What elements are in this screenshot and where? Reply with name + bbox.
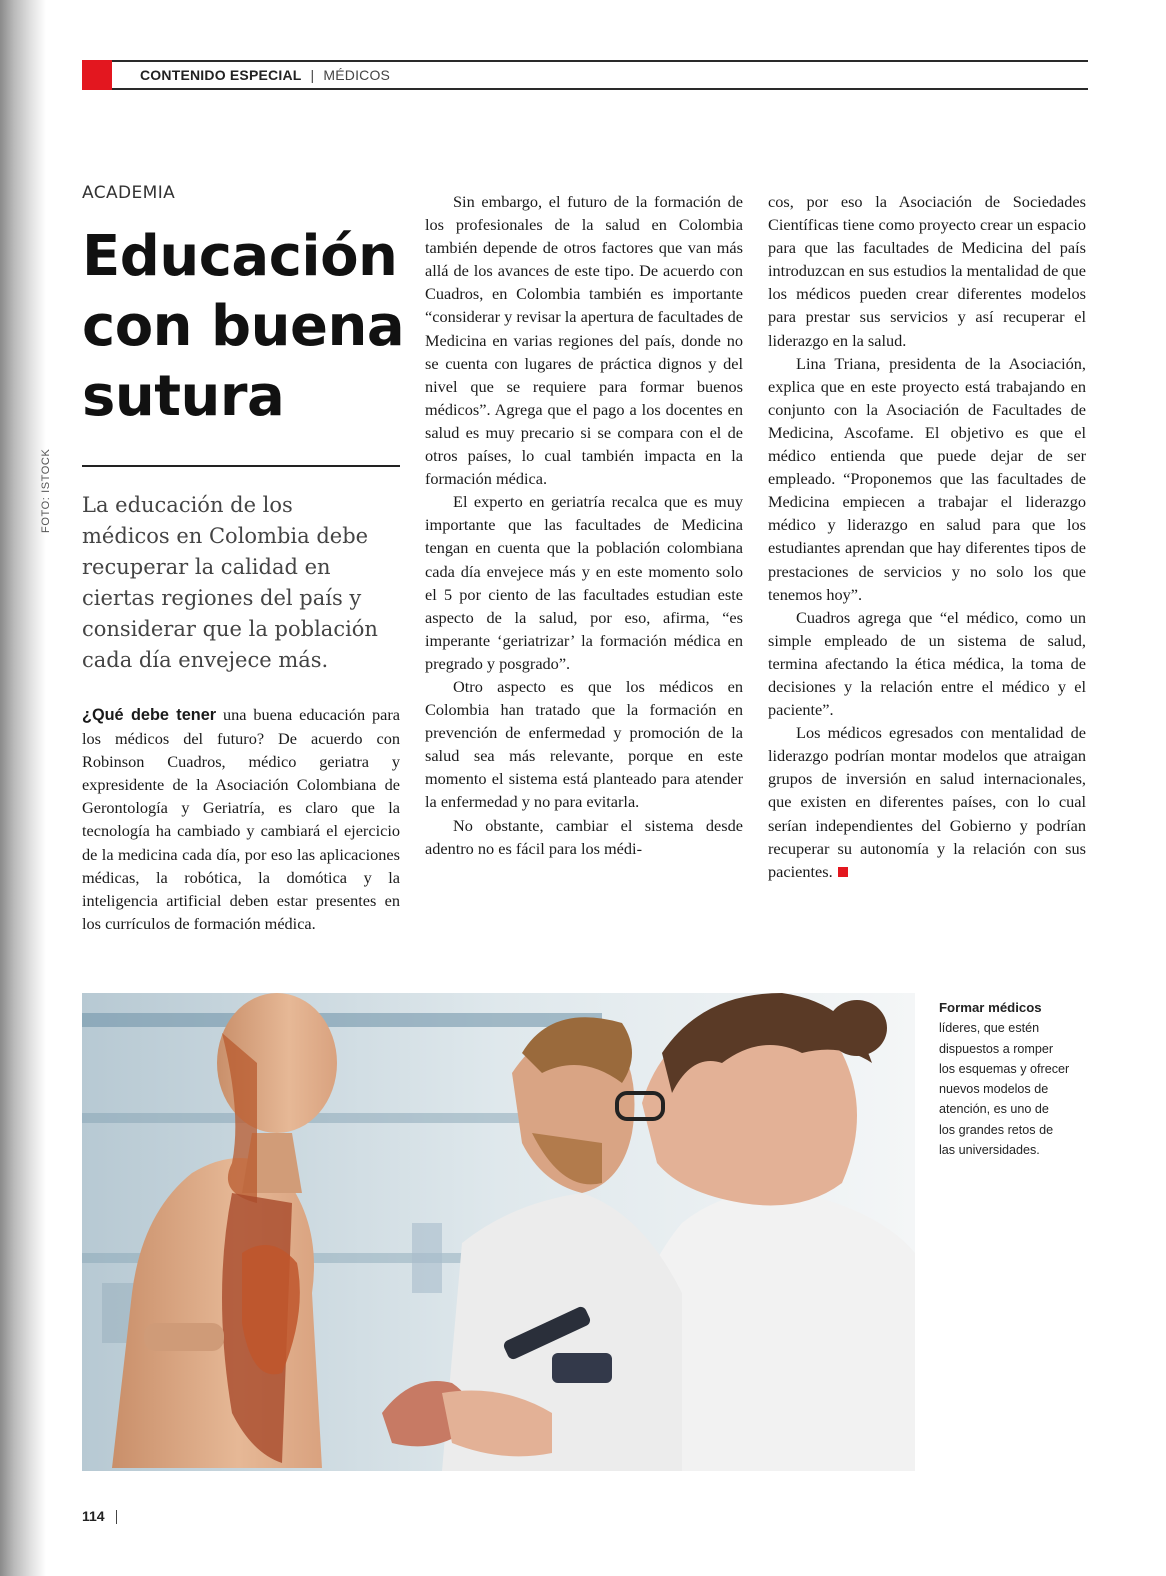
article-kicker: ACADEMIA: [82, 183, 176, 203]
lead-line: ciertas regiones del país y: [82, 586, 362, 610]
body-paragraph: [82, 703, 400, 935]
photo-credit: FOTO: ISTOCK: [40, 448, 52, 533]
body-paragraph: El experto en geriatría recalca que es muy importante que las facultades de Medicina tengan en cuenta que la población colombiana cada día envejece más y en este momento solo el 5 por ciento de las facultades estudian este aspecto de la salud, por eso, afirma, “es imperante ‘geriatrizar’ la formación médica en pregrado y posgrado”.: [425, 492, 743, 673]
lead-line: cada día envejece más.: [82, 648, 329, 672]
caption-line: nuevos modelos de: [939, 1082, 1049, 1097]
end-of-article-mark: [838, 867, 848, 877]
photo-illustration: [82, 993, 915, 1471]
body-paragraph: [768, 721, 1086, 883]
lead-line: médicos en Colombia debe: [82, 524, 369, 548]
article-photo: [82, 993, 915, 1471]
page-number: 114: [82, 1508, 105, 1524]
title-divider: [82, 465, 400, 467]
page-number-separator: [116, 1510, 117, 1524]
body-column-3: [768, 190, 1086, 883]
paragraph-text: una buena educación para los médicos del futuro? De acuerdo con Robinson Cuadros, médico geriatra y expresidente de la Asociación Colombiana de Gerontología y Geriatría, es claro que la tecnología ha cambiado y cambiará el ejercicio de la medicina cada día, por eso las aplicaciones médicas, la robótica, la domótica y la inteligencia artificial deben estar presentes en los currículos de formación médica.: [82, 705, 400, 933]
running-header: [82, 60, 1088, 90]
header-section: CONTENIDO ESPECIAL: [140, 67, 302, 83]
body-column-1: [82, 703, 400, 935]
page-spine-shadow: [0, 0, 46, 1576]
caption-line: líderes, que estén: [939, 1021, 1040, 1036]
caption-title: Formar médicos: [939, 1000, 1042, 1015]
body-column-2: [425, 190, 743, 860]
title-line: sutura: [82, 364, 285, 429]
lead-line: recuperar la calidad en: [82, 555, 331, 579]
caption-line: dispuestos a romper: [939, 1041, 1054, 1056]
lead-in: ¿Qué debe tener: [82, 706, 217, 724]
body-paragraph: No obstante, cambiar el sistema desde adentro no es fácil para los médi-: [425, 815, 743, 858]
caption-line: atención, es uno de: [939, 1102, 1049, 1117]
body-paragraph: Cuadros agrega que “el médico, como un simple empleado de un sistema de salud, termina afectando la ética médica, la toma de decisiones y la relación entre el médico y el paciente”.: [768, 607, 1086, 720]
article-lead: [82, 490, 412, 676]
title-line: Educación: [82, 224, 398, 289]
caption-line: las universidades.: [939, 1143, 1040, 1158]
lead-line: La educación de los: [82, 493, 293, 517]
body-paragraph: Sin embargo, el futuro de la formación de los profesionales de la salud en Colombia también depende de otros factores que van más allá de los avances de este tipo. De acuerdo con Cuadros, en Colombia también es importante “considerar y revisar la apertura de facultades de Medicina en varias regiones del país, donde no se cuenta con lugares de práctica dignos y del nivel que se requiere para formar buenos médicos”. Agrega que el pago a los docentes en salud es muy precario si se compara con el de otros países, lo cual también impacta en la formación médica.: [425, 192, 743, 489]
article-title: [82, 222, 412, 432]
body-paragraph: Lina Triana, presidenta de la Asociación, explica que en este proyecto está trabajando en conjunto con la Asociación de Facultades de Medicina, Ascofame. El objetivo es que el médico entienda que puede dejar de ser empleado. “Proponemos que las facultades de Medicina empiecen a trabajar el liderazgo médico y liderazgo en salud para que los estudiantes aprendan que hay diferentes tipos de prestaciones de servicios y no solo los que tenemos hoy”.: [768, 353, 1086, 604]
photo-caption: [939, 998, 1089, 1160]
caption-line: los esquemas y ofrecer: [939, 1061, 1070, 1076]
header-separator: |: [310, 67, 315, 83]
body-paragraph: cos, por eso la Asociación de Sociedades Científicas tiene como proyecto crear un espacio para que las facultades de Medicina del país introduzcan en sus estudios la mentalidad de que los médicos pueden crear diferentes modelos para prestar sus servicios y así recuperar el liderazgo en la salud.: [768, 192, 1086, 350]
header-subsection: MÉDICOS: [323, 67, 391, 83]
caption-line: los grandes retos de: [939, 1122, 1054, 1137]
body-paragraph: Otro aspecto es que los médicos en Colombia han tratado que la formación en prevención de enfermedad y promoción de la salud sea más relevante, porque en este momento el sistema está planteado para atender la enfermedad y no para evitarla.: [425, 676, 743, 812]
paragraph-text: Los médicos egresados con mentalidad de liderazgo podrían montar modelos que atraigan grupos de inversión en salud internacionales, que existen en diferentes países, con lo cual serían independientes del Gobierno y podrían recuperar su autonomía y la relación con sus pacientes.: [768, 723, 1086, 881]
header-text: [140, 67, 390, 83]
lead-line: considerar que la población: [82, 617, 378, 641]
title-line: con buena: [82, 294, 405, 359]
header-red-block: [82, 60, 112, 90]
